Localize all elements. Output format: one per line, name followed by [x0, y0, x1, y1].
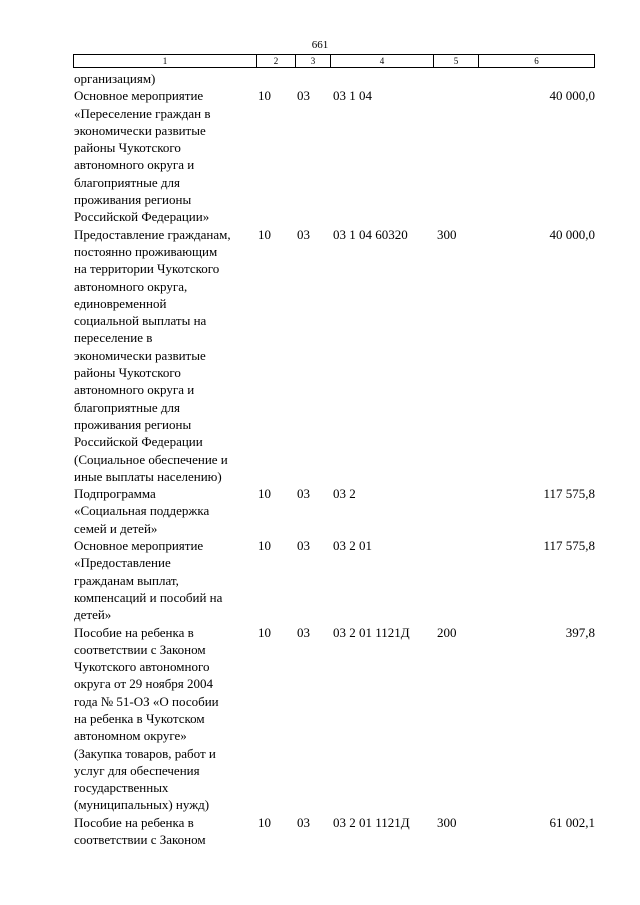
row-amount: 40 000,0: [549, 226, 595, 242]
row-amount: 40 000,0: [549, 88, 595, 104]
row-name: Основное мероприятие «Переселение граждан в экономически развитые районы Чукотского автономного округа и благоприятные для проживания регионы Российской Федерации»: [74, 88, 211, 225]
row-name: Пособие на ребенка в соответствии с Законом Чукотского автономного округа от 29 ноября 2004 года № 51-ОЗ «О пособии на ребенка в Чукотском автономном округе» (Закупка товаров, работ и услуг для обеспечения государственных (муниципальных) нужд): [74, 624, 219, 813]
row-section: 10: [258, 88, 271, 104]
row-expense-type: 200: [437, 624, 457, 640]
row-name: Предоставление гражданам, постоянно проживающим на территории Чукотского автономного округа, единовременной социальной выплаты на переселение в экономически развитые районы Чукотского автономного округа и благоприятные для проживания регионы Российской Федерации (Социальное обеспечение и иные выплаты населению): [74, 226, 231, 484]
row-subsection: 03: [297, 624, 310, 640]
row-amount: 117 575,8: [543, 486, 595, 502]
row-name: организациям): [74, 71, 156, 86]
row-section: 10: [258, 624, 271, 640]
row-amount: 61 002,1: [549, 814, 595, 830]
table-row: [74, 70, 595, 87]
table-row: [74, 485, 595, 537]
header-col-3: 3: [296, 55, 331, 67]
row-target-code: 03 2 01 1121Д: [333, 624, 410, 640]
row-subsection: 03: [297, 226, 310, 242]
row-expense-type: 300: [437, 814, 457, 830]
table-row: [74, 624, 595, 814]
row-name: Пособие на ребенка в соответствии с Законом: [74, 814, 206, 848]
table-header: [73, 54, 595, 68]
row-subsection: 03: [297, 486, 310, 502]
row-section: 10: [258, 538, 271, 554]
row-target-code: 03 1 04 60320: [333, 226, 408, 242]
row-target-code: 03 1 04: [333, 88, 372, 104]
row-target-code: 03 2: [333, 486, 356, 502]
table-row: [74, 226, 595, 485]
header-col-5: 5: [434, 55, 479, 67]
row-subsection: 03: [297, 88, 310, 104]
row-subsection: 03: [297, 538, 310, 554]
row-expense-type: 300: [437, 226, 457, 242]
table-row: [74, 537, 595, 623]
row-section: 10: [258, 486, 271, 502]
header-col-6: 6: [534, 56, 539, 66]
row-amount: 397,8: [565, 624, 595, 640]
header-col-2: 2: [257, 55, 296, 67]
row-subsection: 03: [297, 814, 310, 830]
row-name: Основное мероприятие «Предоставление гражданам выплат, компенсаций и пособий на детей»: [74, 538, 223, 623]
row-target-code: 03 2 01 1121Д: [333, 814, 410, 830]
table-row: [74, 814, 595, 849]
page-number: 661: [311, 39, 329, 51]
table-body: [74, 70, 595, 848]
row-name: Подпрограмма «Социальная поддержка семей и детей»: [74, 486, 210, 536]
table-row: [74, 87, 595, 225]
header-col-1: 1: [74, 55, 257, 67]
header-col-4: 4: [331, 55, 434, 67]
row-section: 10: [258, 814, 271, 830]
row-amount: 117 575,8: [543, 538, 595, 554]
row-section: 10: [258, 226, 271, 242]
row-target-code: 03 2 01: [333, 538, 372, 554]
